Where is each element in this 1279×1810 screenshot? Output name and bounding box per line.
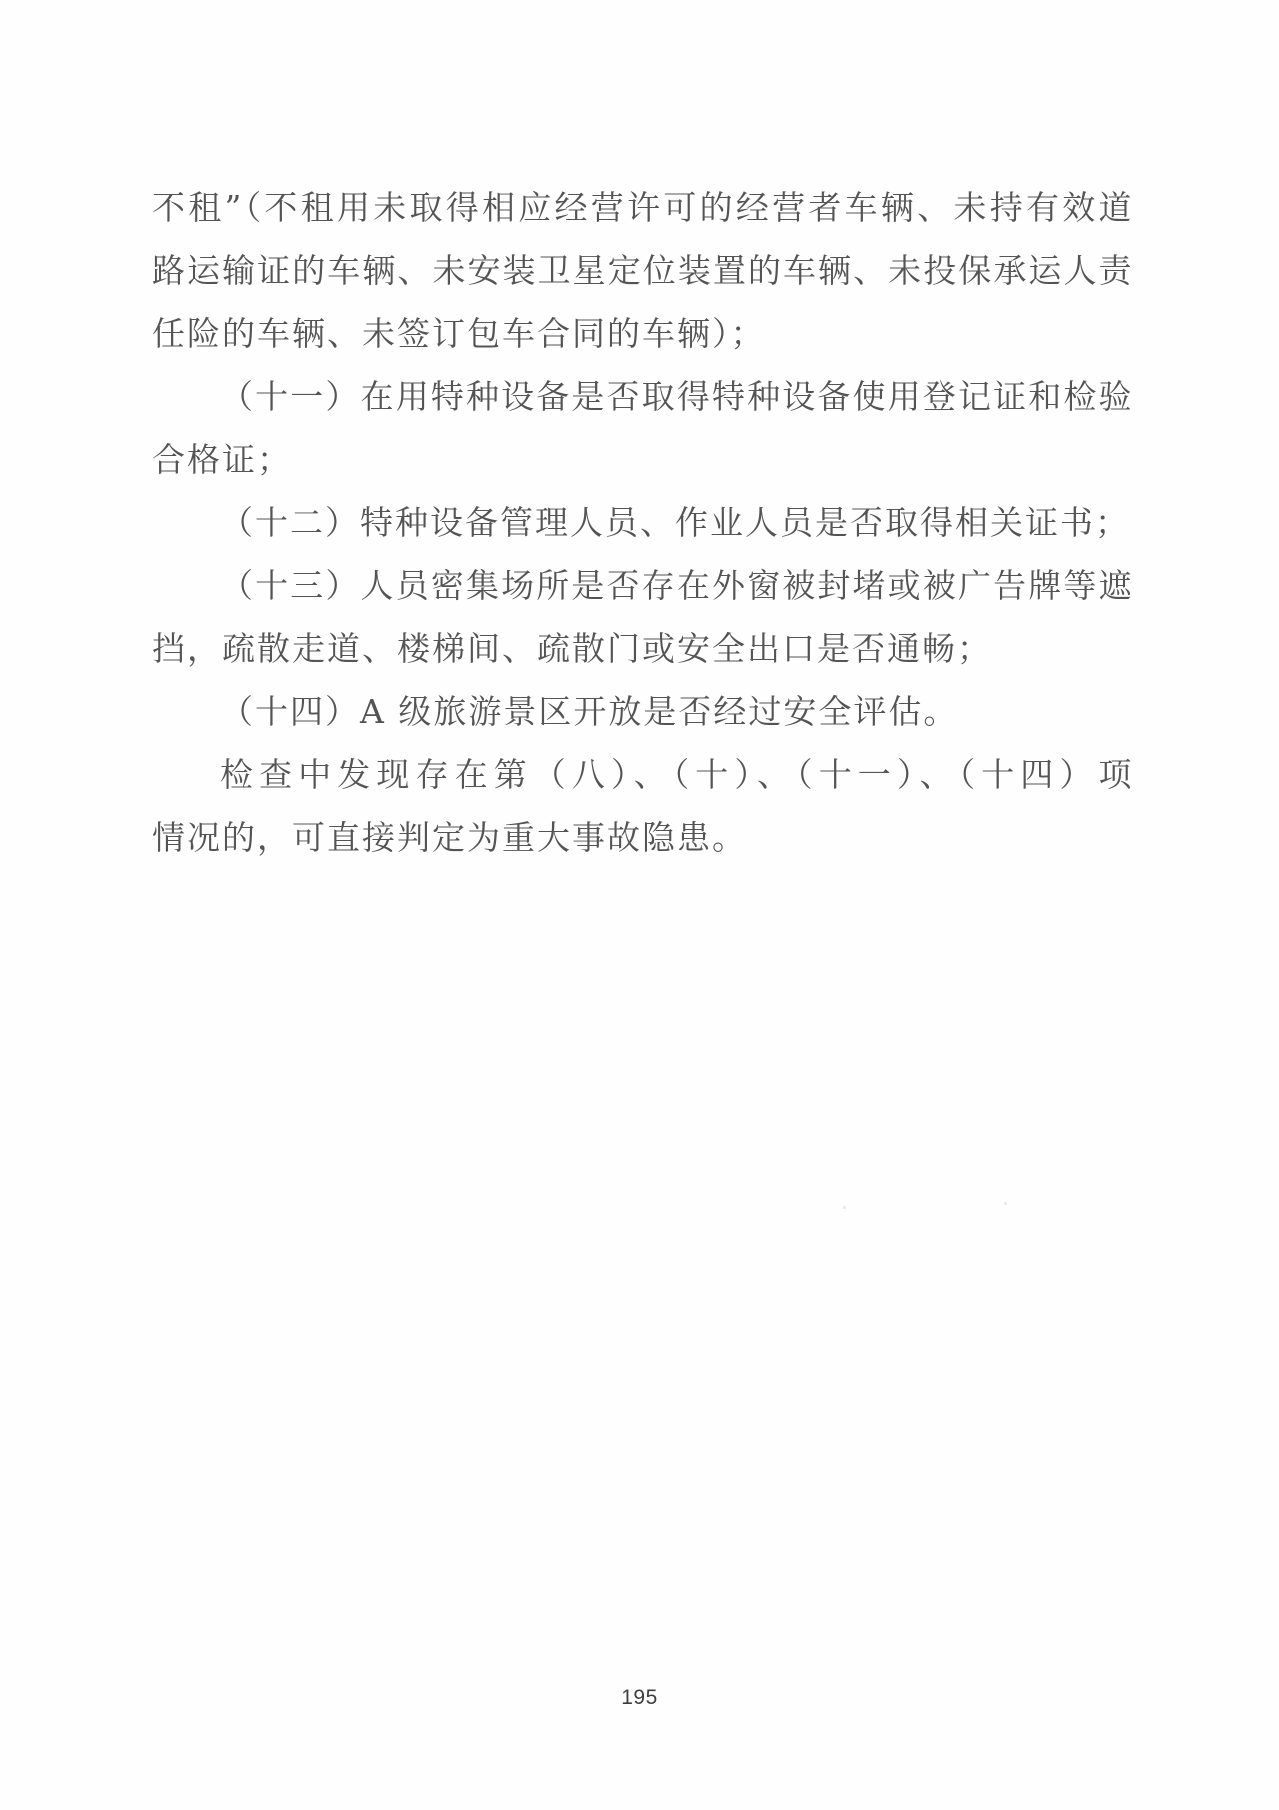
page-number: 195 bbox=[621, 1686, 658, 1709]
text-line-2: 路运输证的车辆、未安装卫星定位装置的车辆、未投保承运人责 bbox=[152, 251, 1132, 290]
scan-speck bbox=[843, 1206, 846, 1209]
text-line-11: 情况的，可直接判定为重大事故隐患。 bbox=[152, 818, 747, 857]
text-line-5: 合格证； bbox=[152, 440, 292, 479]
text-line-1: 不租”（不租用未取得相应经营许可的经营者车辆、未持有效道 bbox=[152, 188, 1132, 227]
text-line-8: 挡，疏散走道、楼梯间、疏散门或安全出口是否通畅； bbox=[152, 629, 992, 668]
text-line-10: 检查中发现存在第（八）、（十）、（十一）、（十四）项 bbox=[220, 755, 1132, 794]
text-line-6: （十二）特种设备管理人员、作业人员是否取得相关证书； bbox=[220, 503, 1130, 542]
text-line-3: 任险的车辆、未签订包车合同的车辆）； bbox=[152, 314, 766, 353]
scan-speck bbox=[1004, 1202, 1007, 1205]
document-body bbox=[152, 176, 1132, 869]
text-line-9: （十四）A 级旅游景区开放是否经过安全评估。 bbox=[220, 692, 959, 731]
text-line-7: （十三）人员密集场所是否存在外窗被封堵或被广告牌等遮 bbox=[220, 566, 1132, 605]
text-line-4: （十一）在用特种设备是否取得特种设备使用登记证和检验 bbox=[220, 377, 1132, 416]
